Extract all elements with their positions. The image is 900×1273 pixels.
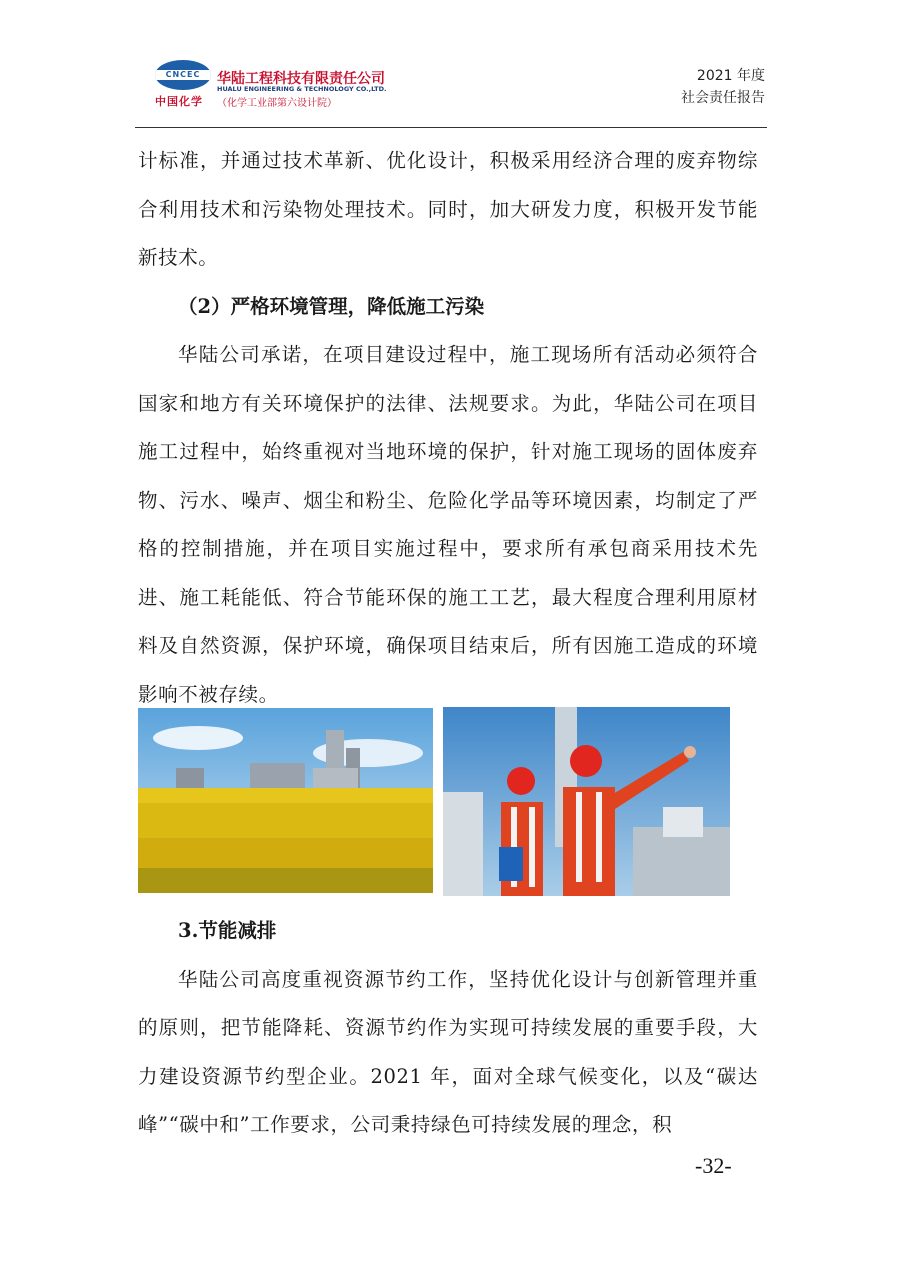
paragraph-energy: 华陆公司高度重视资源节约工作，坚持优化设计与创新管理并重的原则，把节能降耗、资源节约作为实现可持续发展的重要手段，大力建设资源节约型企业。2021 年，面对全球气候变化，以及“碳达峰”“碳中和”工作要求，公司秉持绿色可持续发展的理念，积: [138, 967, 758, 1136]
company-logo: [155, 60, 405, 110]
photo-rapeseed-field: [138, 708, 433, 893]
header-divider: [135, 127, 767, 128]
company-name-cn: 华陆工程科技有限责任公司: [217, 71, 385, 87]
section-heading-energy: 3.节能减排: [178, 919, 277, 942]
report-title: 社会责任报告: [681, 90, 765, 106]
page-header: [0, 0, 900, 130]
company-name-en: HUALU ENGINEERING & TECHNOLOGY CO.,LTD.: [217, 85, 387, 93]
text-block-top: [138, 137, 758, 719]
cncec-logo-icon: [155, 60, 211, 90]
text-block-bottom: [138, 907, 758, 1150]
logo-text: CNCEC: [155, 70, 211, 80]
paragraph-intro: 计标准，并通过技术革新、优化设计，积极采用经济合理的废弃物综合利用技术和污染物处理技术。同时，加大研发力度，积极开发节能新技术。: [138, 149, 758, 269]
section-heading-environment: （2）严格环境管理，降低施工污染: [178, 294, 485, 318]
logo-subtitle: 中国化学: [155, 95, 203, 108]
company-institute: （化学工业部第六设计院）: [217, 98, 337, 109]
report-year: 2021 年度: [696, 68, 765, 84]
photo-workers-site: [443, 707, 730, 896]
page-number: -32-: [695, 1153, 732, 1178]
paragraph-environment: 华陆公司承诺，在项目建设过程中，施工现场所有活动必须符合国家和地方有关环境保护的法律、法规要求。为此，华陆公司在项目施工过程中，始终重视对当地环境的保护，针对施工现场的固体废弃物、污水、噪声、烟尘和粉尘、危险化学品等环境因素，均制定了严格的控制措施，并在项目实施过程中，要求所有承包商采用技术先进、施工耗能低、符合节能环保的施工工艺，最大程度合理利用原材料及自然资源，保护环境，确保项目结束后，所有因施工造成的环境影响不被存续。: [138, 343, 758, 706]
